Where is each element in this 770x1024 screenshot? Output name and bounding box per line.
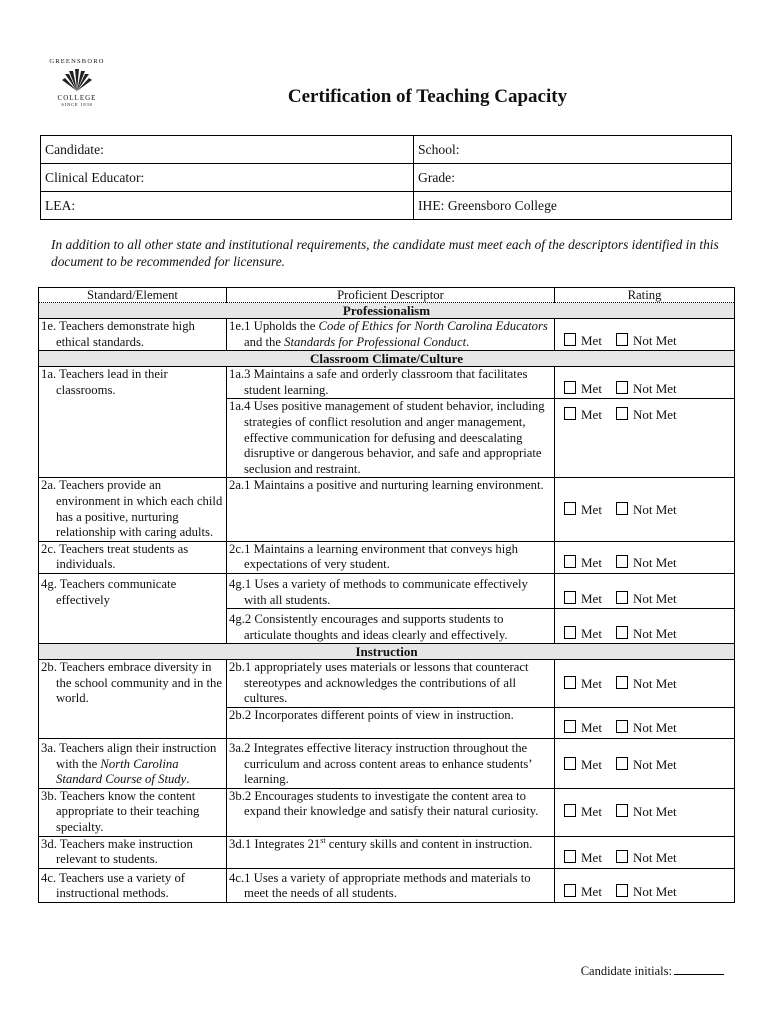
- rating-4c1: [555, 868, 735, 902]
- not-met-checkbox[interactable]: [616, 884, 628, 897]
- met-option: Met: [564, 884, 602, 900]
- met-checkbox[interactable]: [564, 720, 576, 733]
- standard-1a: 1a. Teachers lead in their classrooms.: [39, 367, 227, 478]
- standard-2a: 2a. Teachers provide an environment in which each child has a positive, nurturing relationship with caring adults.: [39, 478, 227, 541]
- not-met-option: Not Met: [616, 804, 677, 820]
- met-option: Met: [564, 626, 602, 642]
- met-option: Met: [564, 757, 602, 773]
- section-climate: Classroom Climate/Culture: [39, 351, 735, 367]
- descriptor-2a1: 2a.1 Maintains a positive and nurturing learning environment.: [227, 478, 555, 541]
- not-met-option: Not Met: [616, 850, 677, 866]
- met-checkbox[interactable]: [564, 850, 576, 863]
- not-met-option: Not Met: [616, 555, 677, 571]
- not-met-option: Not Met: [616, 757, 677, 773]
- rating-2b1: [555, 660, 735, 708]
- logo-top-text: GREENSBORO: [49, 58, 105, 65]
- met-checkbox[interactable]: [564, 804, 576, 817]
- descriptor-1a3: 1a.3 Maintains a safe and orderly classroom that facilitates student learning.: [227, 367, 555, 399]
- not-met-checkbox[interactable]: [616, 850, 628, 863]
- met-checkbox[interactable]: [564, 757, 576, 770]
- logo-college-text: COLLEGE: [57, 94, 97, 102]
- met-checkbox[interactable]: [564, 884, 576, 897]
- met-option: Met: [564, 850, 602, 866]
- met-checkbox[interactable]: [564, 407, 576, 420]
- rating-1a3: [555, 367, 735, 399]
- initials-line[interactable]: [674, 974, 724, 975]
- descriptor-3b2: 3b.2 Encourages students to investigate the content area to expand their knowledge and satisfy their natural curiosity.: [227, 788, 555, 836]
- descriptor-1a4: 1a.4 Uses positive management of student behavior, including strategies of conflict resolution and anger management, effective communication for defusing and deescalating disruptive or dangerous behavior, and safe and appropriate seclusion and restraint.: [227, 399, 555, 478]
- section-instruction: Instruction: [39, 644, 735, 660]
- not-met-option: Not Met: [616, 333, 677, 349]
- met-checkbox[interactable]: [564, 381, 576, 394]
- not-met-checkbox[interactable]: [616, 720, 628, 733]
- standard-4c: 4c. Teachers use a variety of instructional methods.: [39, 868, 227, 902]
- lea-field[interactable]: LEA:: [41, 192, 414, 220]
- standard-3b: 3b. Teachers know the content appropriate to their teaching specialty.: [39, 788, 227, 836]
- rating-4g1: [555, 573, 735, 608]
- rating-1a4: [555, 399, 735, 478]
- met-option: Met: [564, 591, 602, 607]
- rating-2a1: [555, 478, 735, 541]
- rating-table: [38, 287, 735, 903]
- grade-field[interactable]: Grade:: [414, 164, 732, 192]
- rating-3d1: [555, 836, 735, 868]
- rating-1e1: [555, 319, 735, 351]
- descriptor-2b2: 2b.2 Incorporates different points of view in instruction.: [227, 708, 555, 739]
- rating-3b2: [555, 788, 735, 836]
- rating-2c1: [555, 541, 735, 573]
- rating-3a2: [555, 739, 735, 789]
- not-met-option: Not Met: [616, 626, 677, 642]
- not-met-checkbox[interactable]: [616, 381, 628, 394]
- standard-3d: 3d. Teachers make instruction relevant to students.: [39, 836, 227, 868]
- not-met-checkbox[interactable]: [616, 502, 628, 515]
- not-met-option: Not Met: [616, 591, 677, 607]
- met-checkbox[interactable]: [564, 626, 576, 639]
- header-descriptor: Proficient Descriptor: [227, 288, 555, 303]
- header-standard: Standard/Element: [39, 288, 227, 303]
- section-professionalism: Professionalism: [39, 303, 735, 319]
- met-option: Met: [564, 804, 602, 820]
- met-checkbox[interactable]: [564, 676, 576, 689]
- intro-paragraph: In addition to all other state and institutional requirements, the candidate must meet each of the descriptors identified in this document to be recommended for licensure.: [51, 237, 719, 269]
- candidate-initials: [581, 964, 724, 979]
- descriptor-2c1: 2c.1 Maintains a learning environment that conveys high expectations of very student.: [227, 541, 555, 573]
- not-met-option: Not Met: [616, 407, 677, 423]
- candidate-info-table: [40, 135, 732, 220]
- descriptor-3a2: 3a.2 Integrates effective literacy instruction throughout the curriculum and across content areas to enhance students’ learning.: [227, 739, 555, 789]
- not-met-option: Not Met: [616, 884, 677, 900]
- met-option: Met: [564, 502, 602, 518]
- descriptor-3d1: 3d.1 Integrates 21st century skills and content in instruction.: [227, 836, 555, 868]
- standard-3a: 3a. Teachers align their instruction with the North Carolina Standard Course of Study.: [39, 739, 227, 789]
- not-met-checkbox[interactable]: [616, 555, 628, 568]
- not-met-option: Not Met: [616, 720, 677, 736]
- descriptor-4c1: 4c.1 Uses a variety of appropriate methods and materials to meet the needs of all students.: [227, 868, 555, 902]
- not-met-checkbox[interactable]: [616, 591, 628, 604]
- met-checkbox[interactable]: [564, 591, 576, 604]
- not-met-option: Not Met: [616, 381, 677, 397]
- ihe-field[interactable]: IHE: Greensboro College: [414, 192, 732, 220]
- standard-2c: 2c. Teachers treat students as individuals.: [39, 541, 227, 573]
- clinical-educator-field[interactable]: Clinical Educator:: [41, 164, 414, 192]
- standard-4g: 4g. Teachers communicate effectively: [39, 573, 227, 643]
- descriptor-2b1: 2b.1 appropriately uses materials or lessons that counteract stereotypes and acknowledges the contributions of all cultures.: [227, 660, 555, 708]
- not-met-checkbox[interactable]: [616, 626, 628, 639]
- met-option: Met: [564, 720, 602, 736]
- page-title: Certification of Teaching Capacity: [287, 86, 568, 107]
- met-checkbox[interactable]: [564, 333, 576, 346]
- standard-2b: 2b. Teachers embrace diversity in the school community and in the world.: [39, 660, 227, 739]
- met-option: Met: [564, 333, 602, 349]
- rating-4g2: [555, 609, 735, 644]
- logo-since-text: SINCE 1838: [61, 102, 93, 107]
- met-checkbox[interactable]: [564, 555, 576, 568]
- initials-label: Candidate initials:: [580, 964, 672, 978]
- not-met-checkbox[interactable]: [616, 676, 628, 689]
- rating-2b2: [555, 708, 735, 739]
- not-met-checkbox[interactable]: [616, 757, 628, 770]
- met-option: Met: [564, 381, 602, 397]
- not-met-option: Not Met: [616, 502, 677, 518]
- met-checkbox[interactable]: [564, 502, 576, 515]
- descriptor-4g2: 4g.2 Consistently encourages and supports students to articulate thoughts and ideas clearly and effectively.: [227, 609, 555, 644]
- school-field[interactable]: School:: [414, 136, 732, 164]
- not-met-checkbox[interactable]: [616, 804, 628, 817]
- met-option: Met: [564, 676, 602, 692]
- met-option: Met: [564, 407, 602, 423]
- not-met-checkbox[interactable]: [616, 333, 628, 346]
- candidate-field[interactable]: Candidate:: [41, 136, 414, 164]
- not-met-option: Not Met: [616, 676, 677, 692]
- descriptor-1e1: 1e.1 Upholds the Code of Ethics for North Carolina Educators and the Standards for Professional Conduct.: [227, 319, 555, 351]
- not-met-checkbox[interactable]: [616, 407, 628, 420]
- standard-1e: 1e. Teachers demonstrate high ethical standards.: [39, 319, 227, 351]
- descriptor-4g1: 4g.1 Uses a variety of methods to communicate effectively with all students.: [227, 573, 555, 608]
- header-rating: Rating: [555, 288, 735, 303]
- met-option: Met: [564, 555, 602, 571]
